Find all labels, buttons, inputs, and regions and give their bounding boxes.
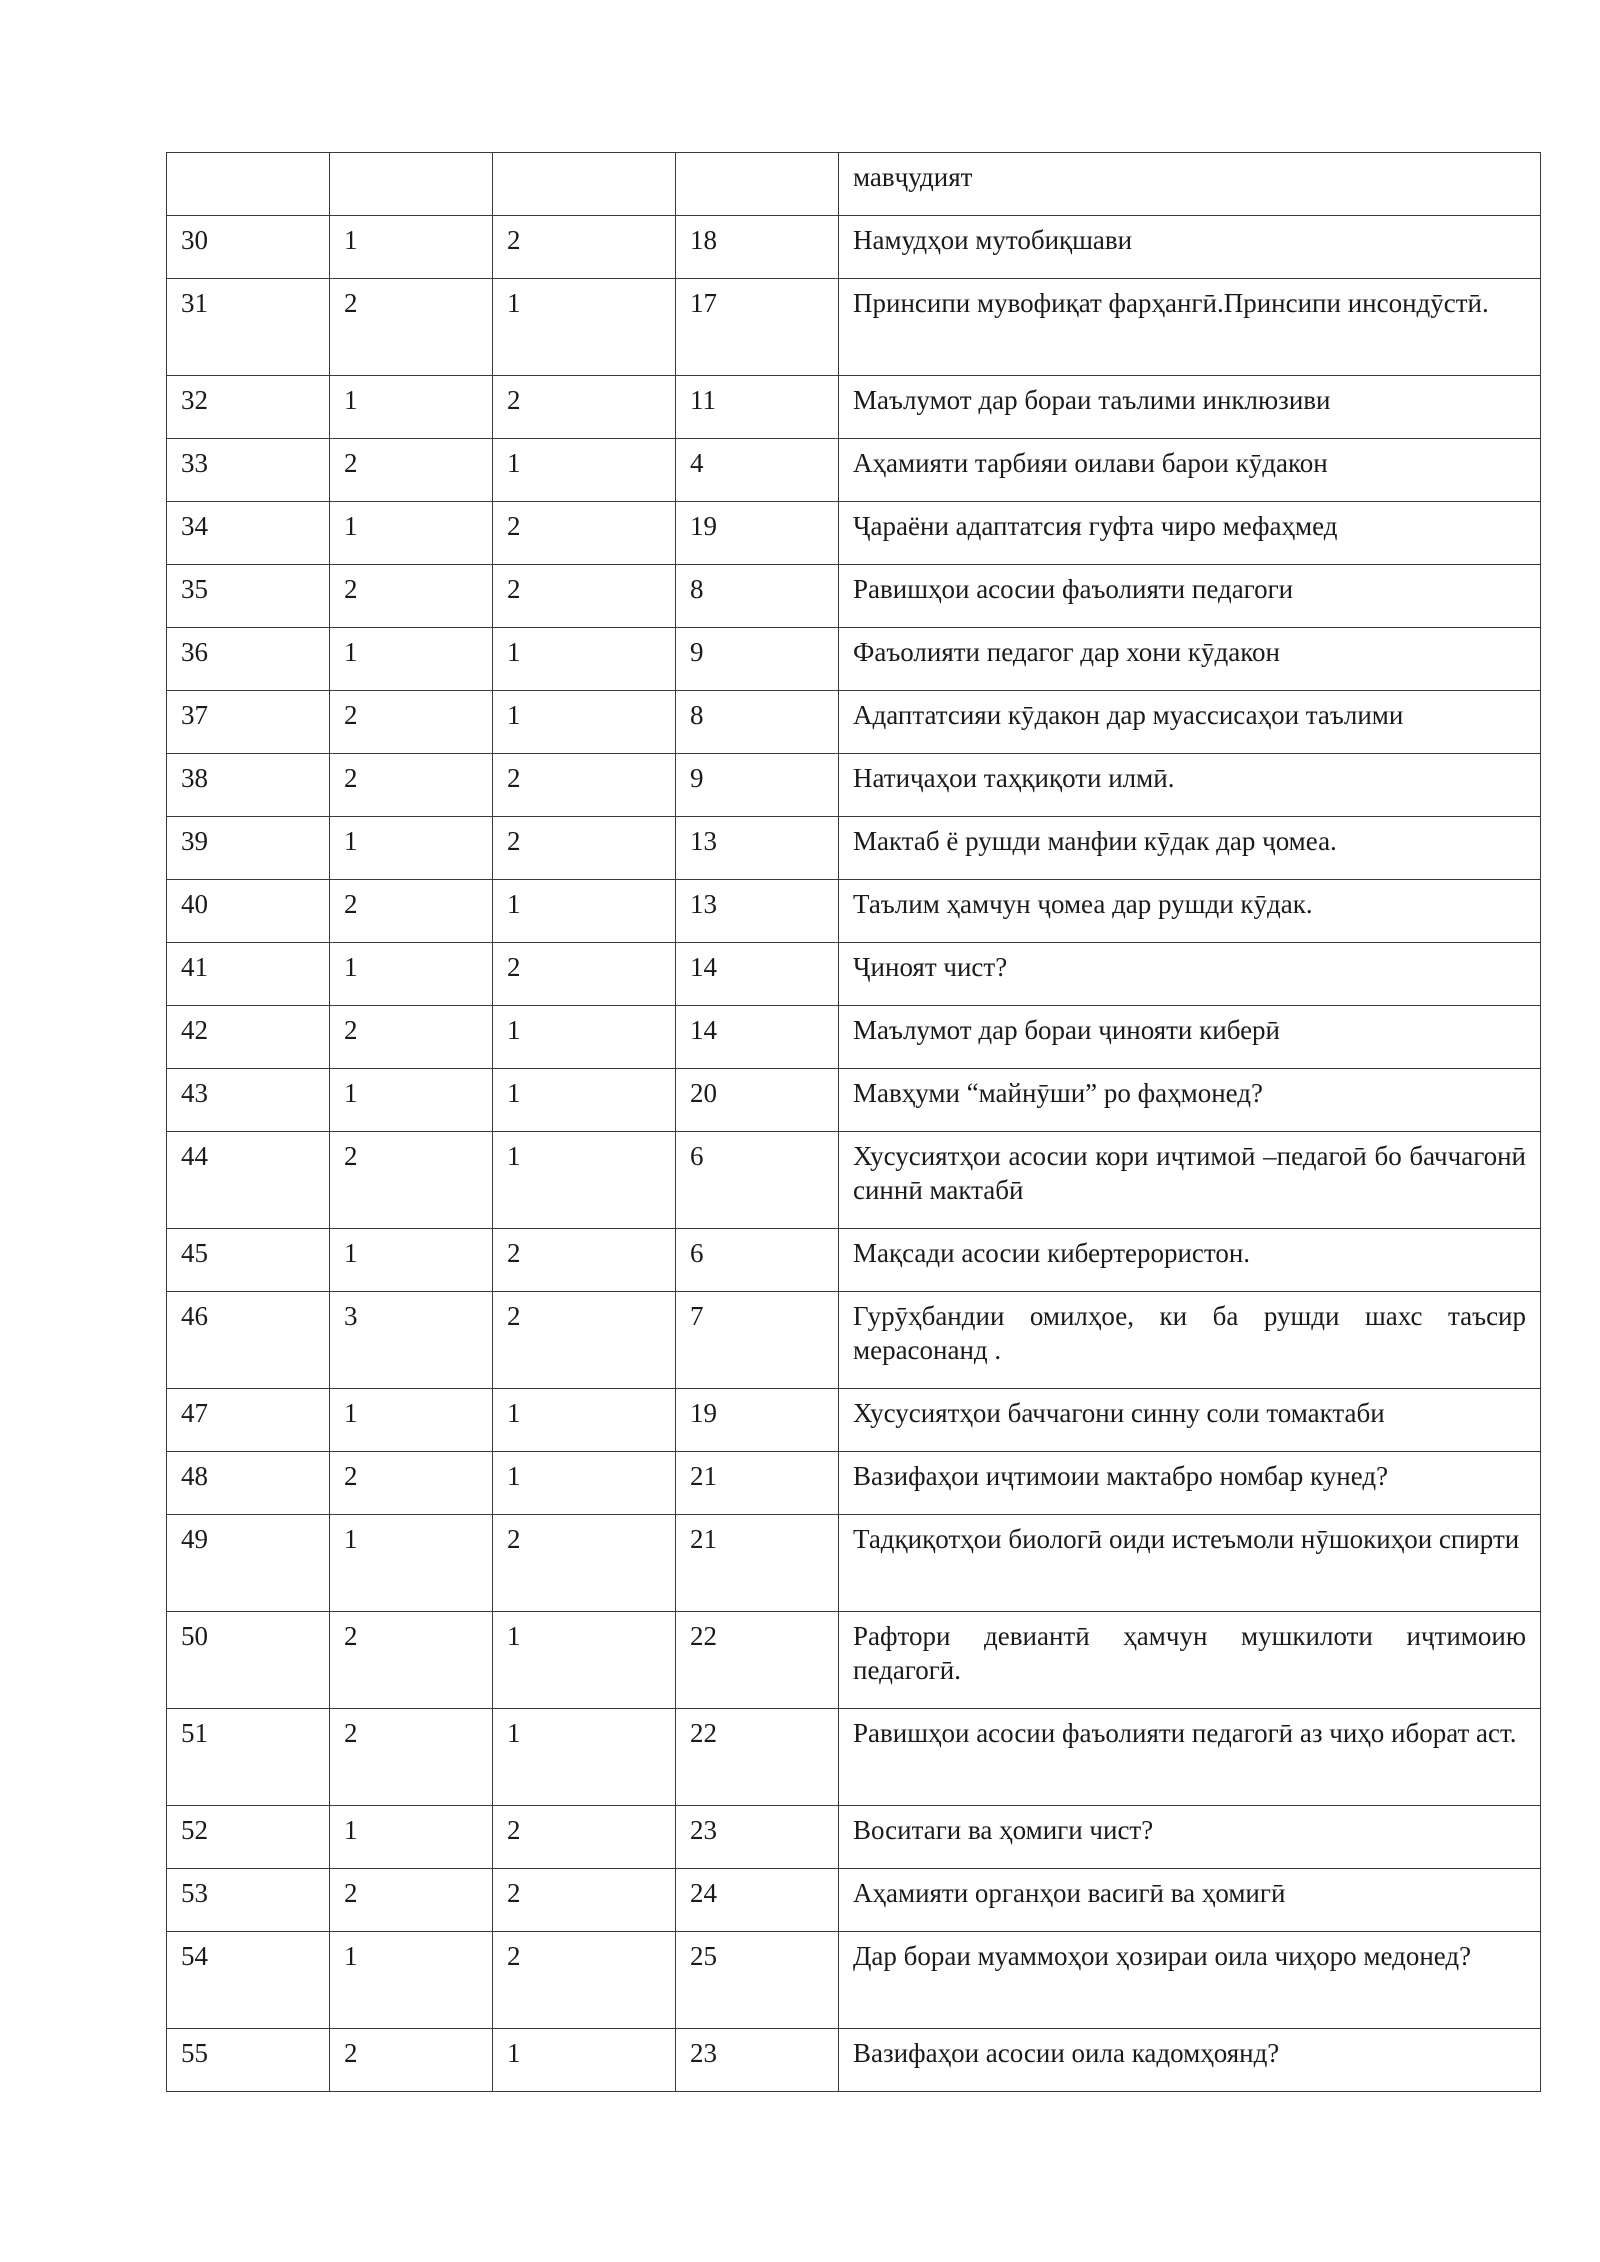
question-text-cell: Адаптатсияи кӯдакон дар муассисаҳои таълими <box>839 691 1541 754</box>
column-a-cell: 1 <box>330 1515 493 1612</box>
column-c-cell: 13 <box>676 880 839 943</box>
row-number-cell <box>167 153 330 216</box>
row-number-cell: 48 <box>167 1452 330 1515</box>
question-text-cell: Намудҳои мутобиқшави <box>839 216 1541 279</box>
table-row <box>167 1515 1541 1612</box>
row-number-cell: 42 <box>167 1006 330 1069</box>
question-text-cell: Вазифаҳои асосии оила кадомҳоянд? <box>839 2029 1541 2092</box>
column-a-cell: 2 <box>330 1709 493 1806</box>
column-a-cell: 1 <box>330 628 493 691</box>
column-c-cell: 19 <box>676 1389 839 1452</box>
row-number-cell: 52 <box>167 1806 330 1869</box>
column-b-cell: 1 <box>493 1069 676 1132</box>
column-a-cell: 1 <box>330 1806 493 1869</box>
row-number-cell: 50 <box>167 1612 330 1709</box>
row-number-cell: 47 <box>167 1389 330 1452</box>
column-b-cell: 2 <box>493 216 676 279</box>
questions-table-body <box>167 153 1541 2092</box>
question-text-cell: Аҳамияти органҳои васигӣ ва ҳомигӣ <box>839 1869 1541 1932</box>
table-row <box>167 880 1541 943</box>
row-number-cell: 49 <box>167 1515 330 1612</box>
column-c-cell: 23 <box>676 1806 839 1869</box>
table-row <box>167 1869 1541 1932</box>
column-b-cell: 1 <box>493 880 676 943</box>
column-c-cell: 9 <box>676 754 839 817</box>
table-row <box>167 216 1541 279</box>
column-a-cell: 2 <box>330 754 493 817</box>
row-number-cell: 54 <box>167 1932 330 2029</box>
column-a-cell: 2 <box>330 565 493 628</box>
column-a-cell: 2 <box>330 2029 493 2092</box>
column-b-cell: 2 <box>493 502 676 565</box>
column-a-cell: 3 <box>330 1292 493 1389</box>
column-b-cell: 1 <box>493 1709 676 1806</box>
row-number-cell: 44 <box>167 1132 330 1229</box>
table-row <box>167 1229 1541 1292</box>
column-b-cell: 2 <box>493 1869 676 1932</box>
column-a-cell: 2 <box>330 439 493 502</box>
column-c-cell: 7 <box>676 1292 839 1389</box>
row-number-cell: 43 <box>167 1069 330 1132</box>
question-text-cell: Тадқиқотҳои биологӣ оиди истеъмоли нӯшокиҳои спирти <box>839 1515 1541 1612</box>
table-row <box>167 817 1541 880</box>
question-text-cell: Гурӯҳбандии омилҳое, ки ба рушди шахс таъсир мерасонанд . <box>839 1292 1541 1389</box>
question-text-cell: Воситаги ва ҳомиги чист? <box>839 1806 1541 1869</box>
question-text-cell: Мавҳуми “майнӯши” ро фаҳмонед? <box>839 1069 1541 1132</box>
row-number-cell: 40 <box>167 880 330 943</box>
column-b-cell: 2 <box>493 1806 676 1869</box>
column-a-cell: 2 <box>330 691 493 754</box>
column-c-cell: 23 <box>676 2029 839 2092</box>
column-a-cell <box>330 153 493 216</box>
table-row <box>167 1389 1541 1452</box>
table-row <box>167 1069 1541 1132</box>
column-c-cell: 8 <box>676 691 839 754</box>
table-row <box>167 1006 1541 1069</box>
table-row <box>167 1932 1541 2029</box>
table-row <box>167 565 1541 628</box>
column-b-cell: 2 <box>493 1515 676 1612</box>
column-c-cell: 14 <box>676 943 839 1006</box>
column-c-cell: 25 <box>676 1932 839 2029</box>
row-number-cell: 34 <box>167 502 330 565</box>
question-text-cell: Принсипи мувофиқат фарҳангӣ.Принсипи инсондӯстӣ. <box>839 279 1541 376</box>
column-b-cell: 2 <box>493 376 676 439</box>
question-text-cell: Дар бораи муаммоҳои ҳозираи оила чиҳоро медонед? <box>839 1932 1541 2029</box>
table-row <box>167 1292 1541 1389</box>
row-number-cell: 53 <box>167 1869 330 1932</box>
table-row <box>167 628 1541 691</box>
column-a-cell: 2 <box>330 1612 493 1709</box>
table-row <box>167 153 1541 216</box>
column-c-cell: 17 <box>676 279 839 376</box>
column-b-cell: 2 <box>493 1932 676 2029</box>
column-a-cell: 2 <box>330 1869 493 1932</box>
row-number-cell: 39 <box>167 817 330 880</box>
column-c-cell: 21 <box>676 1452 839 1515</box>
table-row <box>167 502 1541 565</box>
column-a-cell: 1 <box>330 376 493 439</box>
question-text-cell: Равишҳои асосии фаъолияти педагогӣ аз чиҳо иборат аст. <box>839 1709 1541 1806</box>
table-row <box>167 754 1541 817</box>
column-c-cell: 13 <box>676 817 839 880</box>
column-c-cell: 21 <box>676 1515 839 1612</box>
question-text-cell: Ҷиноят чист? <box>839 943 1541 1006</box>
column-a-cell: 2 <box>330 880 493 943</box>
column-a-cell: 1 <box>330 1069 493 1132</box>
row-number-cell: 32 <box>167 376 330 439</box>
question-text-cell: Маълумот дар бораи таълими инклюзиви <box>839 376 1541 439</box>
column-b-cell: 2 <box>493 1229 676 1292</box>
table-row <box>167 691 1541 754</box>
column-c-cell: 9 <box>676 628 839 691</box>
table-row <box>167 943 1541 1006</box>
column-b-cell: 1 <box>493 1612 676 1709</box>
column-c-cell: 14 <box>676 1006 839 1069</box>
question-text-cell: Мақсади асосии кибертерористон. <box>839 1229 1541 1292</box>
row-number-cell: 30 <box>167 216 330 279</box>
column-a-cell: 1 <box>330 1229 493 1292</box>
table-row <box>167 279 1541 376</box>
questions-table <box>166 152 1541 2092</box>
column-b-cell: 1 <box>493 1389 676 1452</box>
column-b-cell: 1 <box>493 1006 676 1069</box>
column-b-cell: 1 <box>493 691 676 754</box>
column-b-cell: 2 <box>493 817 676 880</box>
question-text-cell: мавҷудият <box>839 153 1541 216</box>
column-c-cell: 11 <box>676 376 839 439</box>
column-a-cell: 1 <box>330 216 493 279</box>
table-row <box>167 376 1541 439</box>
column-b-cell: 2 <box>493 565 676 628</box>
question-text-cell: Хусусиятҳои асосии кори иҷтимоӣ –педагоӣ бо баччагонӣ синнӣ мактабӣ <box>839 1132 1541 1229</box>
column-b-cell <box>493 153 676 216</box>
column-c-cell: 6 <box>676 1229 839 1292</box>
column-c-cell: 19 <box>676 502 839 565</box>
row-number-cell: 55 <box>167 2029 330 2092</box>
column-a-cell: 1 <box>330 1389 493 1452</box>
row-number-cell: 37 <box>167 691 330 754</box>
column-c-cell: 22 <box>676 1612 839 1709</box>
question-text-cell: Аҳамияти тарбияи оилави барои кӯдакон <box>839 439 1541 502</box>
column-a-cell: 1 <box>330 502 493 565</box>
question-text-cell: Мактаб ё рушди манфии кӯдак дар ҷомеа. <box>839 817 1541 880</box>
column-a-cell: 1 <box>330 817 493 880</box>
column-c-cell <box>676 153 839 216</box>
table-row <box>167 1452 1541 1515</box>
row-number-cell: 45 <box>167 1229 330 1292</box>
column-a-cell: 2 <box>330 279 493 376</box>
row-number-cell: 46 <box>167 1292 330 1389</box>
column-a-cell: 2 <box>330 1452 493 1515</box>
question-text-cell: Фаъолияти педагог дар хони кӯдакон <box>839 628 1541 691</box>
row-number-cell: 38 <box>167 754 330 817</box>
column-b-cell: 1 <box>493 279 676 376</box>
column-a-cell: 2 <box>330 1132 493 1229</box>
row-number-cell: 33 <box>167 439 330 502</box>
table-row <box>167 1132 1541 1229</box>
column-a-cell: 1 <box>330 943 493 1006</box>
column-b-cell: 1 <box>493 628 676 691</box>
column-b-cell: 1 <box>493 439 676 502</box>
column-b-cell: 1 <box>493 2029 676 2092</box>
column-c-cell: 18 <box>676 216 839 279</box>
column-b-cell: 2 <box>493 754 676 817</box>
column-c-cell: 22 <box>676 1709 839 1806</box>
question-text-cell: Маълумот дар бораи ҷинояти киберӣ <box>839 1006 1541 1069</box>
column-b-cell: 2 <box>493 943 676 1006</box>
column-c-cell: 24 <box>676 1869 839 1932</box>
table-row <box>167 439 1541 502</box>
table-row <box>167 2029 1541 2092</box>
column-c-cell: 4 <box>676 439 839 502</box>
row-number-cell: 36 <box>167 628 330 691</box>
question-text-cell: Таълим ҳамчун ҷомеа дар рушди кӯдак. <box>839 880 1541 943</box>
question-text-cell: Рафтори девиантӣ ҳамчун мушкилоти иҷтимоию педагогӣ. <box>839 1612 1541 1709</box>
question-text-cell: Равишҳои асосии фаъолияти педагоги <box>839 565 1541 628</box>
column-a-cell: 1 <box>330 1932 493 2029</box>
column-c-cell: 8 <box>676 565 839 628</box>
question-text-cell: Ҷараёни адаптатсия гуфта чиро мефаҳмед <box>839 502 1541 565</box>
column-c-cell: 20 <box>676 1069 839 1132</box>
column-b-cell: 2 <box>493 1292 676 1389</box>
table-row <box>167 1709 1541 1806</box>
column-b-cell: 1 <box>493 1452 676 1515</box>
table-row <box>167 1806 1541 1869</box>
column-c-cell: 6 <box>676 1132 839 1229</box>
question-text-cell: Натиҷаҳои таҳқиқоти илмӣ. <box>839 754 1541 817</box>
row-number-cell: 31 <box>167 279 330 376</box>
row-number-cell: 35 <box>167 565 330 628</box>
question-text-cell: Вазифаҳои иҷтимоии мактабро номбар кунед? <box>839 1452 1541 1515</box>
table-row <box>167 1612 1541 1709</box>
row-number-cell: 41 <box>167 943 330 1006</box>
column-b-cell: 1 <box>493 1132 676 1229</box>
question-text-cell: Хусусиятҳои баччагони синну соли томактаби <box>839 1389 1541 1452</box>
column-a-cell: 2 <box>330 1006 493 1069</box>
row-number-cell: 51 <box>167 1709 330 1806</box>
